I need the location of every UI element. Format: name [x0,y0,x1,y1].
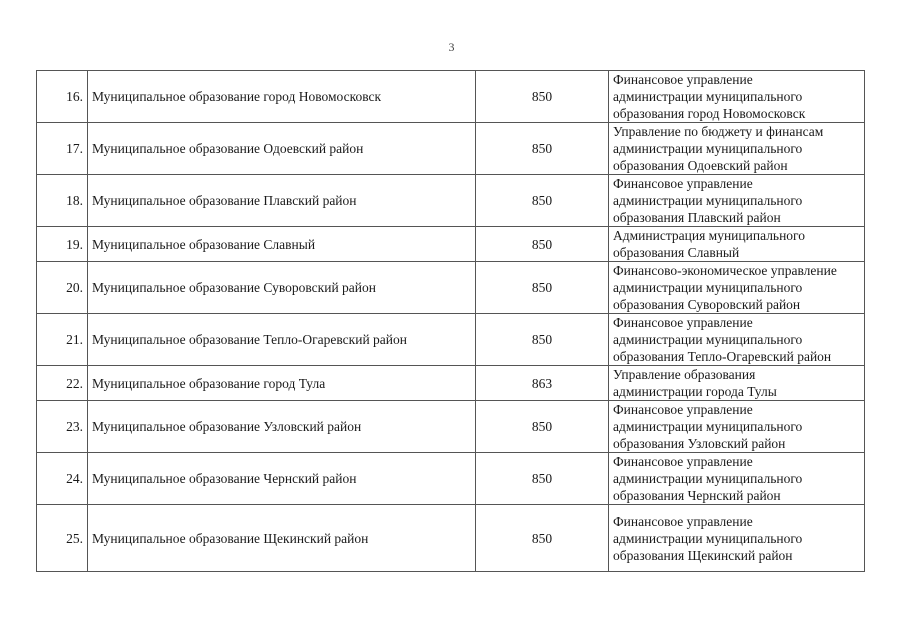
table-body [37,71,865,572]
municipality-name: Муниципальное образование Плавский район [88,175,476,227]
row-number: 21. [37,314,88,366]
row-number: 25. [37,505,88,572]
organization-line: образования Щекинский район [613,547,793,563]
organization-line: Финансовое управление [613,454,753,469]
municipality-name: Муниципальное образование Чернский район [88,453,476,505]
budget-code: 850 [476,401,609,453]
budget-code: 863 [476,366,609,401]
organization-line: администрации муниципального [613,141,803,156]
table-row [37,505,865,572]
organization-line: образования город Новомосковск [613,106,806,121]
row-number: 16. [37,71,88,123]
table-row [37,227,865,262]
row-number: 17. [37,123,88,175]
budget-code: 850 [476,505,609,572]
organization-line: Управление по бюджету и финансам [613,124,824,139]
row-number: 23. [37,401,88,453]
municipality-name: Муниципальное образование Тепло-Огаревский район [88,314,476,366]
budget-code: 850 [476,314,609,366]
responsible-organization [609,366,865,401]
organization-line: образования Чернский район [613,488,781,503]
organization-line: администрации муниципального [613,530,803,546]
municipality-name: Муниципальное образование Одоевский район [88,123,476,175]
budget-code: 850 [476,453,609,505]
municipality-name: Муниципальное образование Суворовский район [88,262,476,314]
municipality-name: Муниципальное образование Славный [88,227,476,262]
row-number: 19. [37,227,88,262]
responsible-organization [609,505,865,572]
organization-line: Администрация муниципального [613,228,806,243]
municipality-name: Муниципальное образование Щекинский район [88,505,476,572]
organization-line: Финансовое управление [613,513,753,529]
municipalities-table [36,70,865,572]
organization-line: администрации муниципального [613,193,803,208]
table-row [37,314,865,366]
table-row [37,401,865,453]
responsible-organization [609,123,865,175]
responsible-organization [609,314,865,366]
municipality-name: Муниципальное образование город Новомосковск [88,71,476,123]
responsible-organization [609,262,865,314]
organization-line: образования Узловский район [613,436,786,451]
budget-code: 850 [476,227,609,262]
responsible-organization [609,71,865,123]
page-number: 3 [448,40,455,54]
organization-line: администрации города Тулы [613,384,777,399]
organization-line: образования Славный [613,245,740,260]
responsible-organization [609,227,865,262]
organization-line: администрации муниципального [613,89,803,104]
organization-line: образования Плавский район [613,210,781,225]
organization-line: Финансовое управление [613,176,753,191]
organization-line: образования Суворовский район [613,297,801,312]
table-row [37,453,865,505]
table-row [37,175,865,227]
row-number: 24. [37,453,88,505]
organization-line: образования Тепло-Огаревский район [613,349,832,364]
organization-line: администрации муниципального [613,280,803,295]
organization-line: Финансово-экономическое управление [613,263,837,278]
table-row [37,366,865,401]
table-row [37,262,865,314]
budget-code: 850 [476,123,609,175]
row-number: 18. [37,175,88,227]
budget-code: 850 [476,262,609,314]
organization-line: Финансовое управление [613,72,753,87]
budget-code: 850 [476,175,609,227]
organization-line: администрации муниципального [613,471,803,486]
responsible-organization [609,401,865,453]
organization-line: администрации муниципального [613,332,803,347]
responsible-organization [609,453,865,505]
row-number: 20. [37,262,88,314]
organization-line: Финансовое управление [613,402,753,417]
organization-line: Финансовое управление [613,315,753,330]
budget-code: 850 [476,71,609,123]
table-row [37,123,865,175]
table-row [37,71,865,123]
organization-line: Управление образования [613,367,756,382]
organization-line: администрации муниципального [613,419,803,434]
municipality-name: Муниципальное образование Узловский район [88,401,476,453]
municipality-name: Муниципальное образование город Тула [88,366,476,401]
organization-line: образования Одоевский район [613,158,788,173]
row-number: 22. [37,366,88,401]
responsible-organization [609,175,865,227]
